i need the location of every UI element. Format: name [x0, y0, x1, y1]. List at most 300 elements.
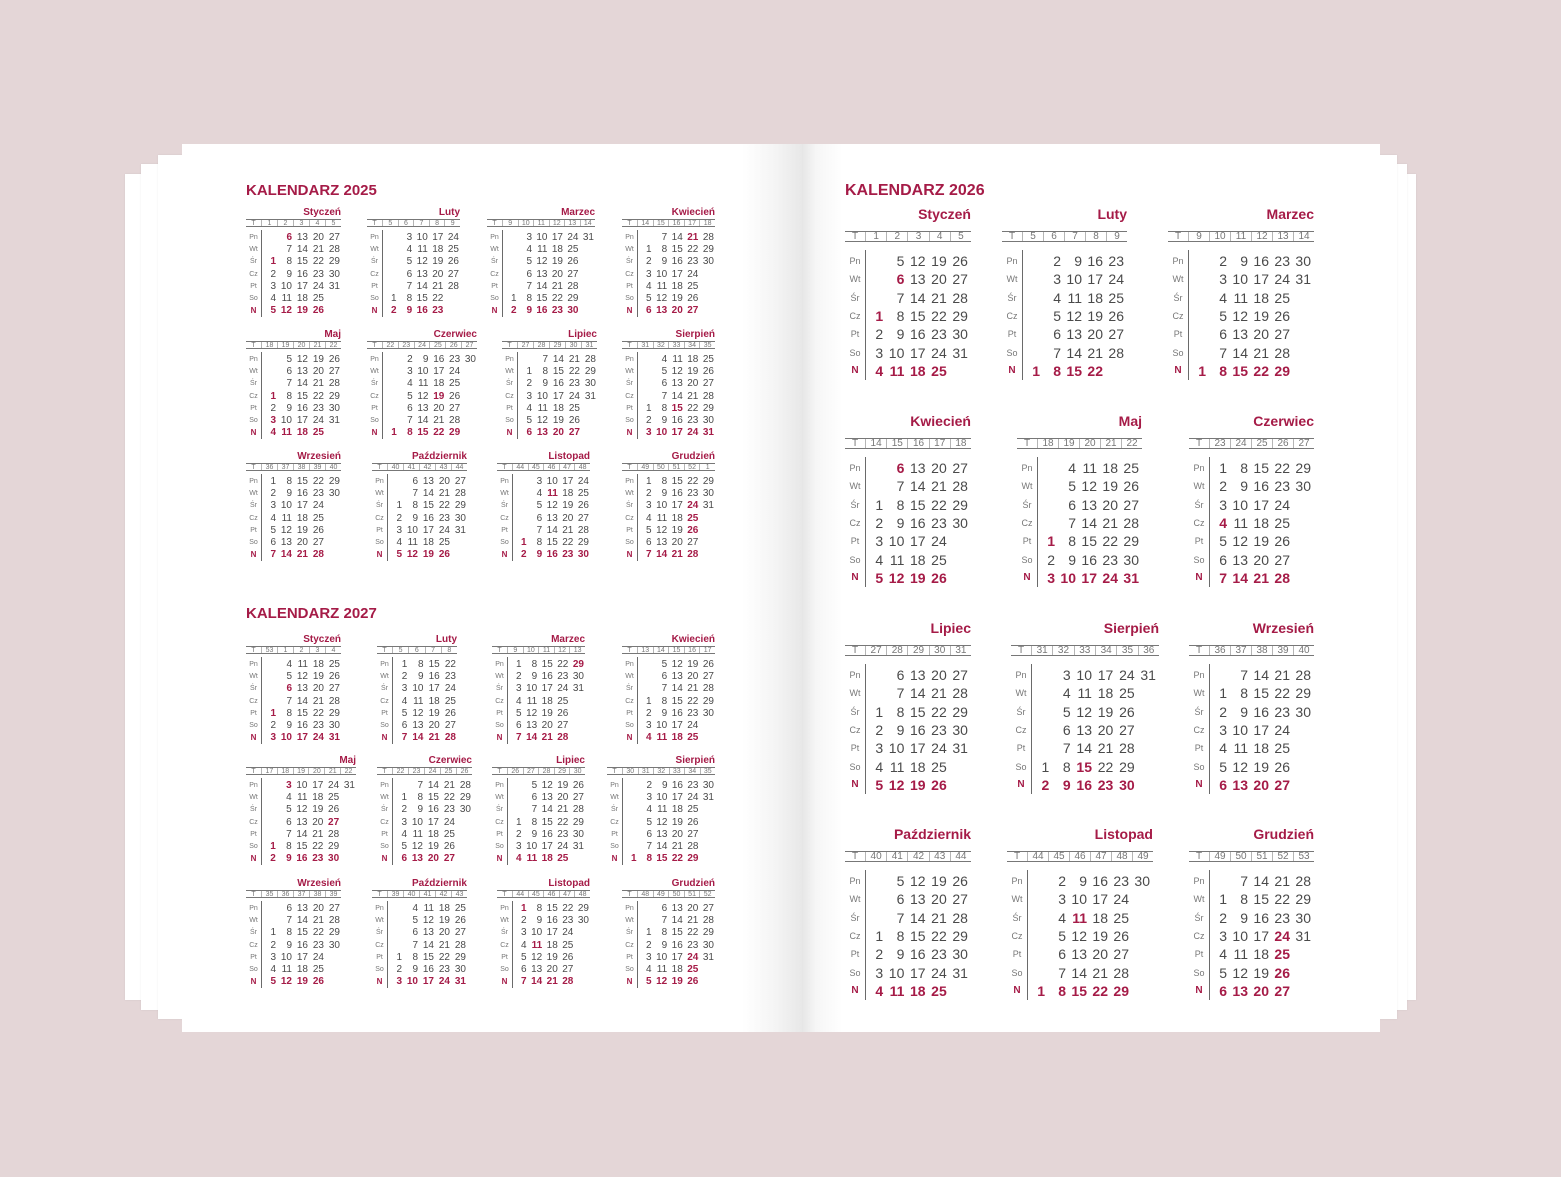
week-label: T	[1023, 438, 1031, 449]
day-cell: 27	[687, 537, 699, 548]
day-cell: 4	[516, 853, 522, 865]
day-cell: 17	[1253, 927, 1269, 944]
weekday-label: So	[500, 539, 509, 546]
day-cell: 17	[909, 533, 926, 550]
day-cell: 13	[909, 667, 926, 683]
weekday-label: Pt	[491, 282, 498, 290]
day-cell: 10	[1232, 271, 1248, 288]
day-row	[497, 537, 590, 549]
day-cell: 29	[702, 927, 714, 939]
day-cell	[1293, 982, 1314, 1000]
week-number: 3	[907, 232, 928, 241]
weekday-label: Pn	[495, 661, 504, 668]
weekday-label: Pn	[500, 478, 509, 485]
day-cell	[637, 366, 653, 378]
day-cell: 11	[297, 792, 308, 804]
day-row	[622, 549, 715, 561]
day-cell: 21	[931, 478, 947, 495]
day-cell	[387, 476, 403, 488]
day-cell: 19	[541, 707, 553, 719]
week-number-row	[1189, 851, 1314, 862]
day-cell: 11	[281, 964, 292, 975]
day-cell: 28	[328, 828, 340, 840]
day-cell	[1031, 703, 1052, 721]
week-number: 50	[668, 891, 684, 897]
day-cell: 6	[1058, 946, 1066, 963]
day-cell: 18	[312, 659, 324, 670]
day-cell: 24	[447, 232, 459, 243]
day-cell: 29	[328, 841, 340, 852]
day-cell: 10	[1071, 891, 1087, 908]
day-cell: 21	[562, 524, 574, 536]
day-cell: 16	[422, 512, 434, 524]
day-row	[1011, 758, 1159, 776]
day-cell: 7	[516, 732, 522, 744]
day-cell: 19	[428, 707, 440, 719]
day-cell: 11	[657, 804, 668, 816]
day-cell: 5	[661, 366, 668, 378]
weekday-label: Śr	[381, 806, 388, 814]
day-cell	[261, 696, 277, 708]
day-cell: 30	[328, 268, 340, 280]
day-cell: 12	[1232, 758, 1248, 775]
day-cell	[444, 293, 460, 305]
day-cell: 13	[541, 792, 553, 804]
weekday-label: Wt	[249, 917, 258, 925]
week-number-row	[367, 219, 460, 227]
day-cell: 20	[552, 427, 564, 439]
week-label: T	[851, 645, 859, 656]
day-cell: 5	[286, 671, 292, 683]
day-cell: 10	[1066, 271, 1082, 288]
weekday-label: Pt	[506, 404, 513, 412]
day-cell: 7	[286, 915, 292, 927]
day-cell: 6	[286, 232, 292, 243]
day-cell: 24	[557, 841, 569, 852]
weekday-label: Pt	[250, 282, 257, 290]
day-cell: 24	[687, 951, 699, 963]
day-cell: 7	[661, 232, 668, 243]
day-cell: 2	[270, 268, 276, 280]
weekday-label: N	[501, 977, 508, 987]
weekday-label: So	[625, 722, 634, 729]
day-cell: 19	[931, 253, 947, 269]
weekday-label: Śr	[626, 258, 633, 266]
day-cell: 30	[702, 415, 714, 426]
day-cell: 26	[1274, 758, 1290, 775]
day-cell: 19	[671, 816, 683, 828]
day-cell: 29	[454, 951, 466, 963]
day-cell: 25	[687, 280, 699, 292]
day-cell: 28	[952, 685, 968, 702]
weekday-label: Pt	[626, 282, 633, 290]
week-number: 22	[392, 768, 408, 774]
day-cell: 9	[896, 326, 905, 343]
month-name: Maj	[1118, 413, 1142, 429]
week-number: 9	[444, 220, 460, 226]
day-cell: 26	[562, 951, 574, 963]
day-cell: 14	[909, 909, 926, 926]
day-cell: 21	[428, 732, 440, 744]
day-cell: 27	[1274, 776, 1290, 793]
day-cell	[1022, 344, 1043, 362]
day-cell	[325, 293, 341, 305]
day-cell: 13	[909, 271, 926, 288]
day-cell: 3	[1219, 271, 1227, 288]
weekday-label: Śr	[850, 292, 860, 303]
week-number-row	[607, 767, 715, 775]
day-cell: 19	[1102, 478, 1118, 495]
day-cell: 19	[312, 804, 324, 816]
day-cell: 26	[952, 873, 968, 889]
day-cell	[574, 964, 590, 976]
week-number: 50	[1230, 852, 1251, 861]
day-row	[622, 683, 715, 695]
day-cell: 11	[418, 378, 429, 390]
day-cell	[512, 476, 528, 488]
day-cell: 1	[401, 792, 407, 804]
day-cell: 1	[1041, 758, 1050, 775]
day-row	[607, 804, 715, 816]
weekday-label: Pt	[611, 830, 618, 838]
week-number: 36	[261, 464, 277, 470]
day-cell: 23	[1274, 253, 1290, 269]
day-cell: 15	[552, 366, 564, 378]
week-label: T	[627, 220, 632, 227]
day-cell: 7	[542, 354, 548, 365]
day-cell	[580, 244, 596, 256]
day-cell: 11	[1077, 685, 1092, 702]
day-cell: 10	[526, 683, 538, 695]
month-name: Październik	[411, 878, 467, 889]
day-cell	[1027, 872, 1048, 890]
day-cell	[1293, 289, 1314, 307]
week-number: 19	[293, 768, 309, 774]
day-cell: 9	[1068, 551, 1076, 568]
day-row	[487, 281, 595, 293]
day-cell: 27	[1113, 946, 1129, 963]
day-row	[372, 952, 467, 964]
day-row	[845, 758, 971, 776]
weekday-label: Cz	[505, 392, 514, 400]
week-number: 12	[1251, 232, 1272, 241]
day-cell: 8	[286, 841, 292, 852]
day-cell: 9	[1240, 703, 1248, 720]
day-cell: 12	[888, 776, 905, 793]
day-cell: 16	[1253, 478, 1269, 495]
week-number: 15	[668, 647, 684, 653]
week-number: 18	[261, 342, 277, 348]
weekday-label: So	[1015, 761, 1027, 772]
month-name: Styczeń	[918, 206, 971, 222]
day-cell: 18	[909, 758, 926, 775]
day-cell: 11	[297, 659, 308, 670]
day-row	[246, 281, 341, 293]
day-cell: 28	[567, 280, 579, 292]
day-cell: 6	[661, 378, 668, 390]
day-cell: 23	[1274, 478, 1290, 495]
day-cell: 12	[406, 549, 418, 561]
day-row	[367, 305, 460, 317]
day-row	[1007, 964, 1153, 982]
day-cell: 17	[422, 524, 434, 536]
day-cell: 18	[433, 378, 445, 390]
day-cell: 1	[391, 293, 397, 304]
day-cell	[1293, 964, 1314, 982]
month-block	[607, 756, 715, 869]
day-cell: 13	[416, 268, 428, 280]
day-row	[246, 903, 341, 915]
weekday-label: Pn	[1021, 463, 1033, 473]
day-cell: 28	[454, 488, 466, 500]
day-cell	[382, 244, 398, 256]
day-row	[492, 696, 585, 708]
week-number: 11	[538, 647, 554, 653]
day-cell: 2	[521, 549, 527, 561]
day-cell: 20	[931, 460, 947, 476]
day-cell: 3	[270, 280, 276, 292]
day-cell: 6	[286, 683, 292, 695]
day-cell: 9	[422, 354, 429, 365]
week-number-row	[1168, 231, 1314, 242]
day-cell: 29	[567, 293, 579, 304]
day-cell: 21	[1253, 569, 1269, 586]
weekday-label: N	[250, 306, 257, 316]
day-cell: 19	[671, 976, 683, 988]
weekday-label: So	[370, 295, 379, 302]
day-cell: 11	[1233, 740, 1248, 757]
day-cell: 30	[464, 354, 476, 365]
week-number: 20	[293, 342, 309, 348]
month-name: Styczeń	[303, 634, 341, 645]
day-cell: 3	[1219, 496, 1227, 513]
day-cell: 15	[422, 500, 434, 512]
day-row	[377, 780, 472, 792]
day-row	[246, 792, 356, 804]
day-cell: 18	[296, 427, 308, 439]
day-cell: 15	[1071, 982, 1087, 999]
month-block	[1189, 621, 1314, 798]
day-cell: 14	[422, 488, 434, 500]
weekday-label: Śr	[250, 685, 257, 693]
day-cell: 31	[572, 841, 584, 852]
day-cell: 29	[702, 695, 714, 707]
day-row	[372, 903, 467, 915]
day-cell: 26	[443, 841, 455, 852]
day-cell	[1022, 252, 1043, 270]
week-number: 12	[549, 220, 565, 226]
day-cell: 2	[270, 939, 276, 951]
day-cell	[950, 569, 971, 587]
day-cell: 25	[312, 293, 324, 304]
day-cell: 2	[1219, 909, 1227, 926]
day-cell: 2	[875, 946, 884, 963]
day-cell: 9	[661, 256, 668, 268]
day-cell: 13	[671, 671, 683, 683]
day-cell: 22	[432, 293, 444, 304]
weekday-label: Śr	[626, 685, 633, 693]
weekday-label: Cz	[380, 697, 389, 705]
day-cell	[1037, 514, 1058, 532]
day-row	[622, 940, 715, 952]
weekday-label: Wt	[249, 673, 258, 681]
day-cell	[865, 890, 886, 908]
day-row	[1007, 909, 1153, 927]
week-number: 16	[684, 647, 700, 653]
weekday-label: Pt	[626, 953, 633, 961]
day-cell: 30	[952, 326, 968, 343]
day-cell: 11	[547, 488, 558, 500]
day-cell	[325, 305, 341, 317]
day-cell	[1022, 307, 1043, 325]
day-cell: 20	[687, 903, 699, 914]
weekday-label: Cz	[249, 392, 258, 400]
day-cell: 5	[1219, 533, 1227, 550]
day-cell	[622, 792, 638, 804]
weekday-label: So	[375, 539, 384, 546]
day-cell: 3	[270, 732, 276, 744]
day-cell: 11	[1233, 514, 1248, 531]
week-number: 29	[549, 342, 565, 348]
weekday-label: Cz	[500, 514, 509, 522]
week-label: T	[627, 647, 632, 654]
day-cell: 31	[454, 976, 466, 988]
day-cell: 31	[328, 732, 340, 744]
day-cell: 20	[1253, 326, 1269, 343]
week-number: 35	[261, 891, 277, 897]
day-cell: 26	[328, 671, 340, 683]
day-cell: 19	[432, 256, 444, 268]
day-cell: 4	[1219, 946, 1227, 963]
day-row	[1189, 890, 1314, 908]
day-cell	[699, 537, 715, 549]
day-cell: 23	[562, 915, 574, 927]
day-row	[377, 720, 457, 732]
day-cell: 16	[909, 721, 926, 738]
day-cell: 11	[423, 903, 434, 914]
week-number: 22	[340, 768, 356, 774]
day-cell: 8	[896, 927, 905, 944]
day-cell: 29	[1123, 533, 1139, 550]
day-cell: 5	[406, 256, 413, 268]
day-cell: 23	[931, 514, 947, 531]
day-cell	[637, 671, 653, 683]
day-cell: 18	[671, 964, 683, 975]
day-cell: 15	[422, 951, 434, 963]
week-label: T	[251, 891, 256, 898]
week-label: T	[502, 464, 507, 471]
day-cell: 12	[296, 804, 308, 816]
week-number: 3	[309, 647, 325, 653]
day-row	[492, 780, 585, 792]
week-number: 26	[507, 768, 523, 774]
weekday-label: Wt	[625, 490, 634, 498]
day-cell	[382, 415, 398, 427]
day-cell	[1138, 703, 1159, 721]
day-cell: 21	[687, 232, 699, 243]
day-cell: 16	[1253, 253, 1269, 269]
day-cell	[1209, 872, 1230, 890]
day-cell: 5	[270, 976, 276, 988]
month-name: Październik	[411, 451, 467, 462]
day-cell: 12	[1232, 533, 1248, 550]
day-row	[246, 683, 341, 695]
day-cell	[387, 903, 403, 915]
day-cell: 19	[909, 569, 926, 586]
weekday-label: Cz	[1021, 517, 1033, 528]
weekday-label: So	[849, 967, 861, 978]
day-cell: 6	[1062, 721, 1071, 738]
weekday-label: N	[381, 733, 388, 743]
weekday-label: So	[849, 347, 861, 358]
day-cell: 26	[328, 804, 340, 816]
day-cell: 26	[567, 256, 579, 268]
day-cell: 13	[296, 232, 308, 243]
day-row	[492, 659, 585, 671]
month-block	[246, 879, 341, 992]
day-cell	[512, 513, 528, 525]
day-row	[845, 569, 971, 587]
day-cell: 6	[406, 268, 413, 280]
day-cell: 1	[875, 307, 884, 324]
week-number: 2	[277, 220, 293, 226]
day-cell: 27	[328, 903, 340, 914]
day-cell: 17	[433, 366, 445, 378]
day-cell: 24	[1119, 667, 1135, 683]
month-name: Czerwiec	[433, 329, 477, 340]
day-row	[367, 281, 460, 293]
day-cell: 16	[427, 804, 439, 816]
day-cell: 15	[541, 816, 553, 828]
week-number: 19	[1058, 439, 1079, 448]
day-cell: 10	[1232, 721, 1248, 738]
day-row	[246, 525, 341, 537]
week-number: 32	[653, 768, 669, 774]
day-cell: 27	[687, 305, 699, 317]
weekday-label: So	[249, 722, 258, 729]
weekday-label: Śr	[626, 502, 633, 510]
week-number: 29	[554, 768, 570, 774]
day-cell: 23	[568, 378, 580, 390]
day-cell	[340, 829, 356, 841]
weekday-label: So	[249, 417, 258, 424]
weekday-label: Wt	[375, 917, 384, 925]
day-cell	[622, 829, 638, 841]
weekday-label: Śr	[381, 685, 388, 693]
week-number: 17	[929, 439, 950, 448]
day-cell: 27	[328, 232, 340, 243]
week-label: T	[502, 891, 507, 898]
day-cell: 29	[702, 244, 714, 256]
day-row	[607, 829, 715, 841]
day-row	[1189, 927, 1314, 945]
day-row	[497, 500, 590, 512]
day-row	[845, 551, 971, 569]
day-row	[1189, 982, 1314, 1000]
week-label: T	[851, 851, 859, 862]
day-cell: 30	[1295, 253, 1311, 269]
day-cell: 28	[687, 549, 699, 561]
day-cell: 28	[702, 683, 714, 695]
week-number: 31	[638, 768, 654, 774]
week-number: 1	[699, 464, 715, 470]
day-cell: 9	[1240, 253, 1248, 269]
day-cell: 10	[546, 476, 558, 487]
week-number: 46	[543, 464, 559, 470]
day-cell: 24	[1274, 271, 1290, 288]
day-cell: 24	[562, 927, 574, 939]
day-row	[246, 952, 341, 964]
